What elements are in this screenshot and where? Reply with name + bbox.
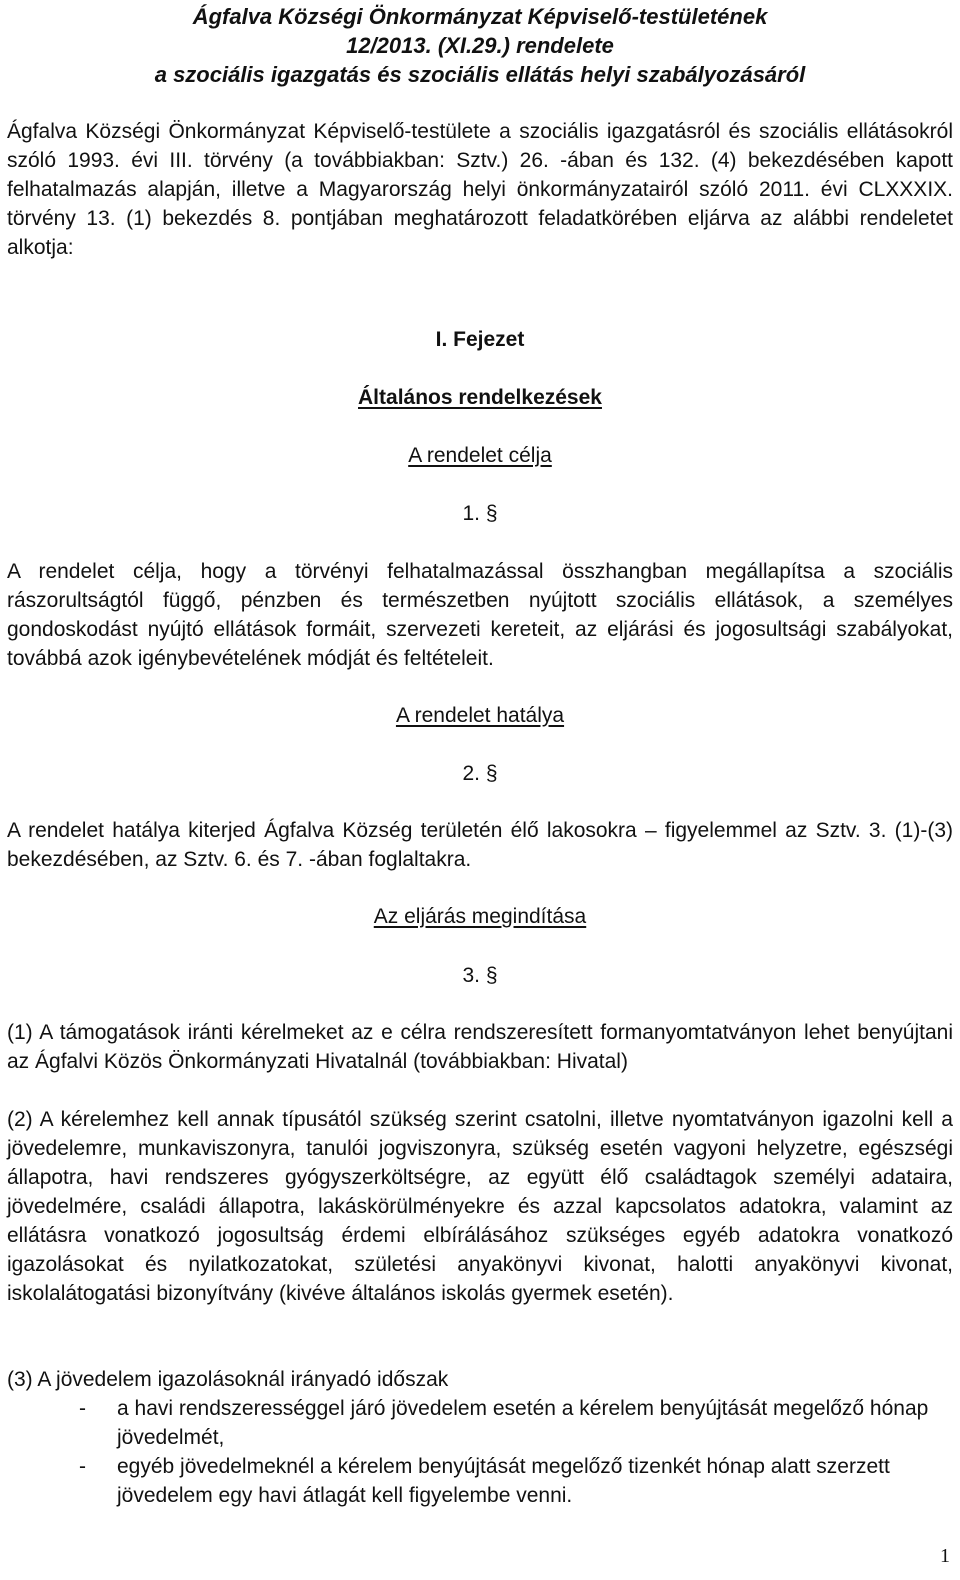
section-3-heading: Az eljárás megindítása — [373, 905, 587, 928]
list-item-text: a havi rendszerességgel járó jövedelem esetén a kérelem benyújtását megelőző hónap jövedelmét, — [117, 1397, 929, 1449]
section-1-heading-wrap — [0, 441, 960, 470]
section-1-text: A rendelet célja, hogy a törvényi felhatalmazással összhangban megállapítsa a szociális rászorultságtól függő, pénzben és természetben nyújtott szociális ellátások, a személyes gondoskodást nyújtó ellátások formáit, szervezeti kereteit, az eljárási és jogosultsági szabályokat, továbbá azok igénybevételének módját és feltételeit. — [7, 560, 953, 670]
section-3-number-value: 3. — [462, 964, 480, 987]
section-1-number-value: 1. — [462, 502, 480, 525]
page-number: 1 — [940, 1545, 950, 1567]
document-title — [0, 2, 960, 89]
section-2-symbol: § — [485, 762, 498, 785]
title-line-3: a szociális igazgatás és szociális ellátás helyi szabályozásáról — [154, 62, 806, 87]
title-line-1: Ágfalva Községi Önkormányzat Képviselő-testületének — [192, 4, 768, 29]
chapter-number: I. Fejezet — [435, 328, 525, 351]
section-2-heading: A rendelet hatálya — [395, 704, 565, 727]
section-3-heading-wrap — [0, 902, 960, 931]
list-item — [7, 1452, 953, 1510]
section-1-heading: A rendelet célja — [408, 444, 552, 467]
chapter-title-wrap — [0, 383, 960, 412]
section-3-paragraph-2: (2) A kérelemhez kell annak típusától szükség szerint csatolni, illetve nyomtatványon igazolni kell a jövedelemre, munkaviszonyra, tanulói jogviszonyra, szükség esetén vagyoni helyzetre, egészségi állapotra, havi rendszeres gyógyszerköltségre, az együtt élő családtagok személyi adataira, jövedelmére, családi állapotra, lakáskörülményekre és azzal kapcsolatos adatokra, valamint az ellátásra vonatkozó jogosultság érdemi elbírálásához szükséges egyéb adatokra vonatkozó igazolásokat és nyilatkozatokat, születési anyakönyvi kivonat, halotti anyakönyvi kivonat, iskolalátogatási bizonyítvány (kivéve általános iskolás gyermek esetén). — [7, 1108, 953, 1305]
section-1-number — [0, 499, 960, 528]
list-dash: - — [79, 1455, 86, 1478]
section-2-number — [0, 759, 960, 788]
list-item — [7, 1394, 953, 1452]
chapter-title: Általános rendelkezések — [358, 386, 602, 409]
list-dash: - — [79, 1397, 86, 1420]
income-period-list — [7, 1394, 953, 1510]
preamble-paragraph: Ágfalva Községi Önkormányzat Képviselő-testülete a szociális igazgatásról és szociális ellátásokról szóló 1993. évi III. törvény (a továbbiakban: Sztv.) 26. -ában és 132. (4) bekezdésében kapott felhatalmazás alapján, illetve a Magyarország helyi önkormányzatairól szóló 2011. évi CLXXXIX. törvény 13. (1) bekezdés 8. pontjában meghatározott feladatkörében eljárva az alábbi rendeletet alkotja: — [7, 120, 953, 259]
section-3-paragraph-3: (3) A jövedelem igazolásoknál irányadó időszak — [7, 1368, 449, 1391]
title-line-2: 12/2013. (XI.29.) rendelete — [346, 33, 614, 58]
section-1-symbol: § — [485, 502, 498, 525]
list-item-text: egyéb jövedelmeknél a kérelem benyújtását megelőző tizenkét hónap alatt szerzett jövedelem egy havi átlagát kell figyelembe venni. — [117, 1455, 890, 1507]
section-3-number — [0, 961, 960, 990]
section-2-heading-wrap — [0, 701, 960, 730]
section-2-number-value: 2. — [462, 762, 480, 785]
section-3-paragraph-1: (1) A támogatások iránti kérelmeket az e célra rendszeresített formanyomtatványon lehet benyújtani az Ágfalvi Közös Önkormányzati Hivatalnál (továbbiakban: Hivatal) — [7, 1021, 953, 1073]
section-3-symbol: § — [485, 964, 498, 987]
section-2-text: A rendelet hatálya kiterjed Ágfalva Község területén élő lakosokra – figyelemmel az Sztv. 3. (1)-(3) bekezdésében, az Sztv. 6. és 7. -ában foglaltakra. — [7, 819, 953, 871]
